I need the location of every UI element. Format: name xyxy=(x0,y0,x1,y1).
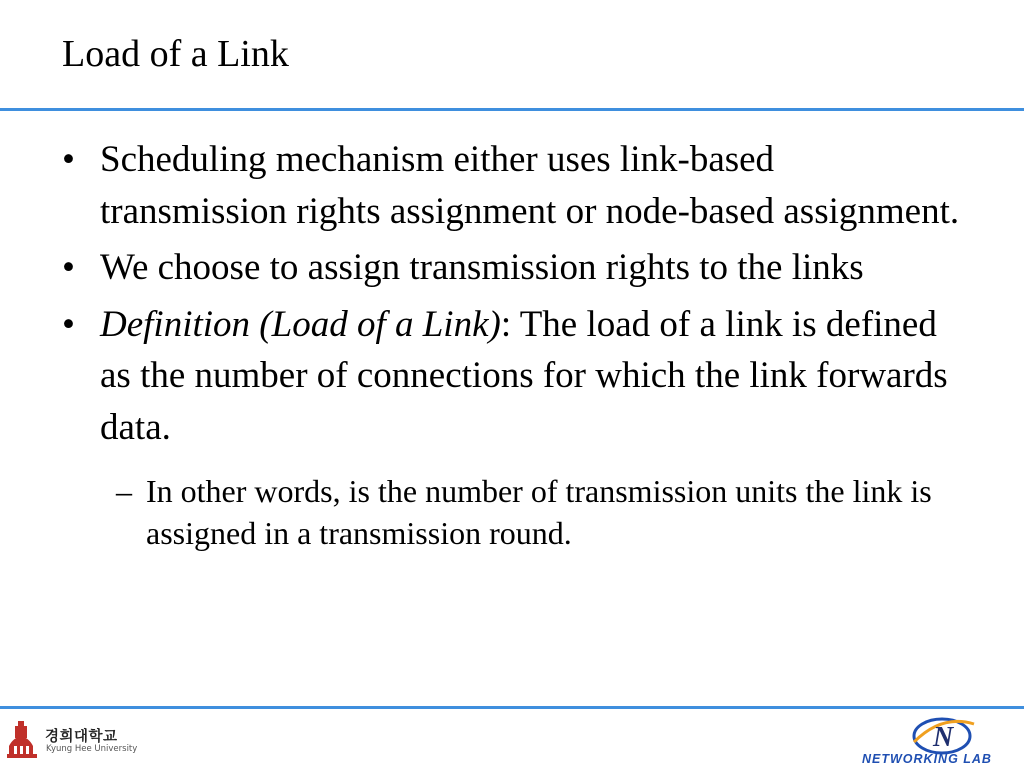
university-english-name: Kyung Hee University xyxy=(46,744,138,754)
bullet-item xyxy=(62,242,962,294)
bullet-text: We choose to assign transmission rights to the links xyxy=(100,247,864,288)
sub-bullet-list xyxy=(100,471,962,554)
bullet-text: : The load of a link is defined as the number of connections for which the link forwards data. xyxy=(100,303,948,448)
bullet-item xyxy=(62,134,962,237)
title-divider xyxy=(0,108,1024,111)
bullet-dot: • xyxy=(62,139,75,180)
networking-lab-label: NETWORKING LAB xyxy=(862,752,992,766)
sub-bullet-item xyxy=(100,471,962,554)
lab-logo-letter: N xyxy=(933,722,954,753)
bullet-dot: • xyxy=(62,303,75,345)
sub-bullet-text: In other words, is the number of transmission units the link is assigned in a transmission round. xyxy=(146,473,932,551)
definition-term: Definition (Load of a Link) xyxy=(100,303,501,345)
sub-bullet-dash: – xyxy=(116,473,132,509)
slide-title: Load of a Link xyxy=(62,33,289,75)
bullet-dot: • xyxy=(62,247,75,288)
footer-divider xyxy=(0,706,1024,709)
university-korean-name: 경희대학교 xyxy=(45,729,118,745)
bullet-text: Scheduling mechanism either uses link-based transmission rights assignment or node-based assignment. xyxy=(100,139,960,232)
bullet-list xyxy=(62,134,962,559)
bullet-item xyxy=(62,299,962,555)
